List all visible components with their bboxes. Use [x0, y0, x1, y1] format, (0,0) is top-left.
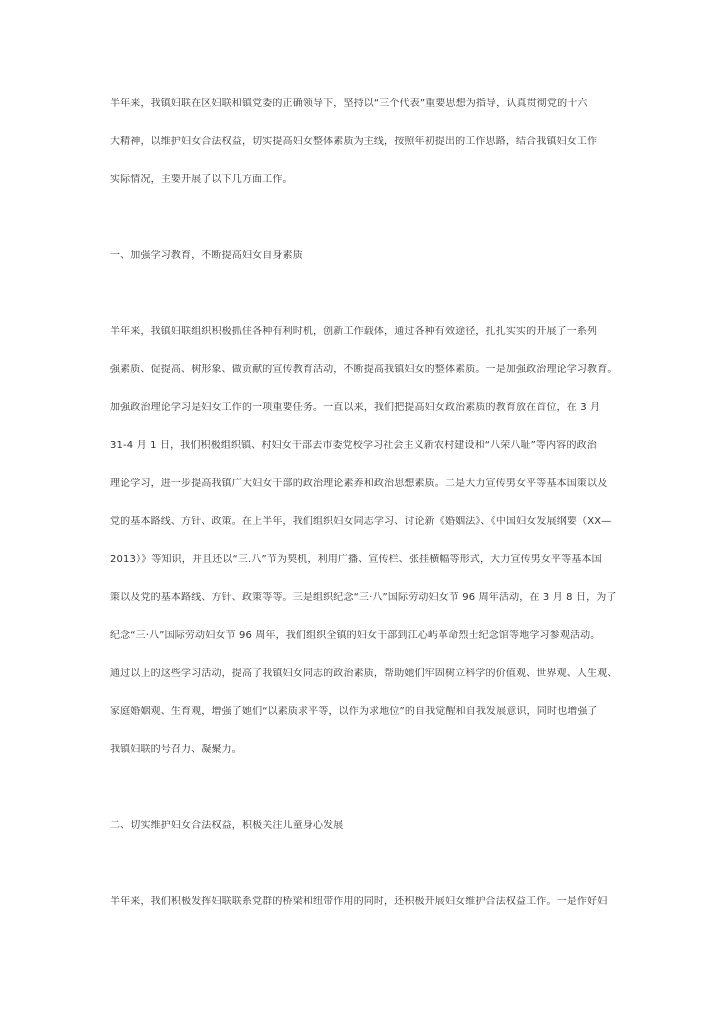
section-1-line-9: 纪念“三·八”国际劳动妇女节 96 周年，我们组织全镇的妇女干部到江心屿革命烈士纪念馆等地学习参观活动。: [110, 630, 601, 641]
section-1-line-12: 我镇妇联的号召力、凝聚力。: [110, 744, 242, 755]
section-1-line-10: 通过以上的这些学习活动，提高了我镇妇女同志的政治素质，帮助她们牢固树立科学的价值观、世界观、人生观、: [110, 668, 618, 679]
section-1-line-5: 理论学习，进一步提高我镇广大妇女干部的政治理论素养和政治思想素质。二是大力宣传男女平等基本国策以及: [110, 478, 608, 489]
section-1-line-7: 2013）》等知识，并且还以“三.八”节为契机，利用广播、宣传栏、张挂横幅等形式，大力宣传男女平等基本国: [110, 554, 602, 565]
section-1-line-1: 半年来，我镇妇联组织积极抓住各种有利时机，创新工作载体，通过各种有效途径，扎扎实实的开展了一系列: [110, 326, 598, 337]
section-1-line-4: 31-4 月 1 日，我们积极组织镇、村妇女干部去市委党校学习社会主义新农村建设和“八荣八耻”等内容的政治: [110, 440, 597, 451]
intro-line-3: 实际情况，主要开展了以下几方面工作。: [110, 174, 293, 185]
intro-line-2: 大精神，以维护妇女合法权益，切实提高妇女整体素质为主线，按照年初提出的工作思路，结合我镇妇女工作: [110, 136, 598, 147]
section-1-heading: 一、加强学习教育，不断提高妇女自身素质: [110, 250, 303, 261]
section-1-line-11: 家庭婚姻观、生育观，增强了她们“以素质求平等，以作为求地位”的自我觉醒和自我发展意识，同时也增强了: [110, 706, 598, 717]
section-1-line-8: 策以及党的基本路线、方针、政策等等。三是组织纪念“三·八”国际劳动妇女节 96 周年活动，在 3 月 8 日，为了: [110, 592, 617, 603]
section-1-line-2: 强素质、促提高、树形象、做贡献的宣传教育活动，不断提高我镇妇女的整体素质。一是加强政治理论学习教育。: [110, 364, 618, 375]
section-1-line-6: 党的基本路线、方针、政策。在上半年，我们组织妇女同志学习、讨论新《婚姻法》、《中国妇女发展纲要（XX—: [110, 516, 612, 527]
section-1-line-3: 加强政治理论学习是妇女工作的一项重要任务。一直以来，我们把提高妇女政治素质的教育放在首位，在 3 月: [110, 402, 601, 413]
intro-line-1: 半年来，我镇妇联在区妇联和镇党委的正确领导下，坚持以“三个代表”重要思想为指导，认真贯彻党的十六: [110, 98, 588, 109]
section-2-line-1: 半年来，我们积极发挥妇联联系党群的桥梁和纽带作用的同时，还积极开展妇女维护合法权益工作。一是作好妇: [110, 896, 608, 907]
section-2-heading: 二、切实维护妇女合法权益，积极关注儿童身心发展: [110, 820, 344, 831]
